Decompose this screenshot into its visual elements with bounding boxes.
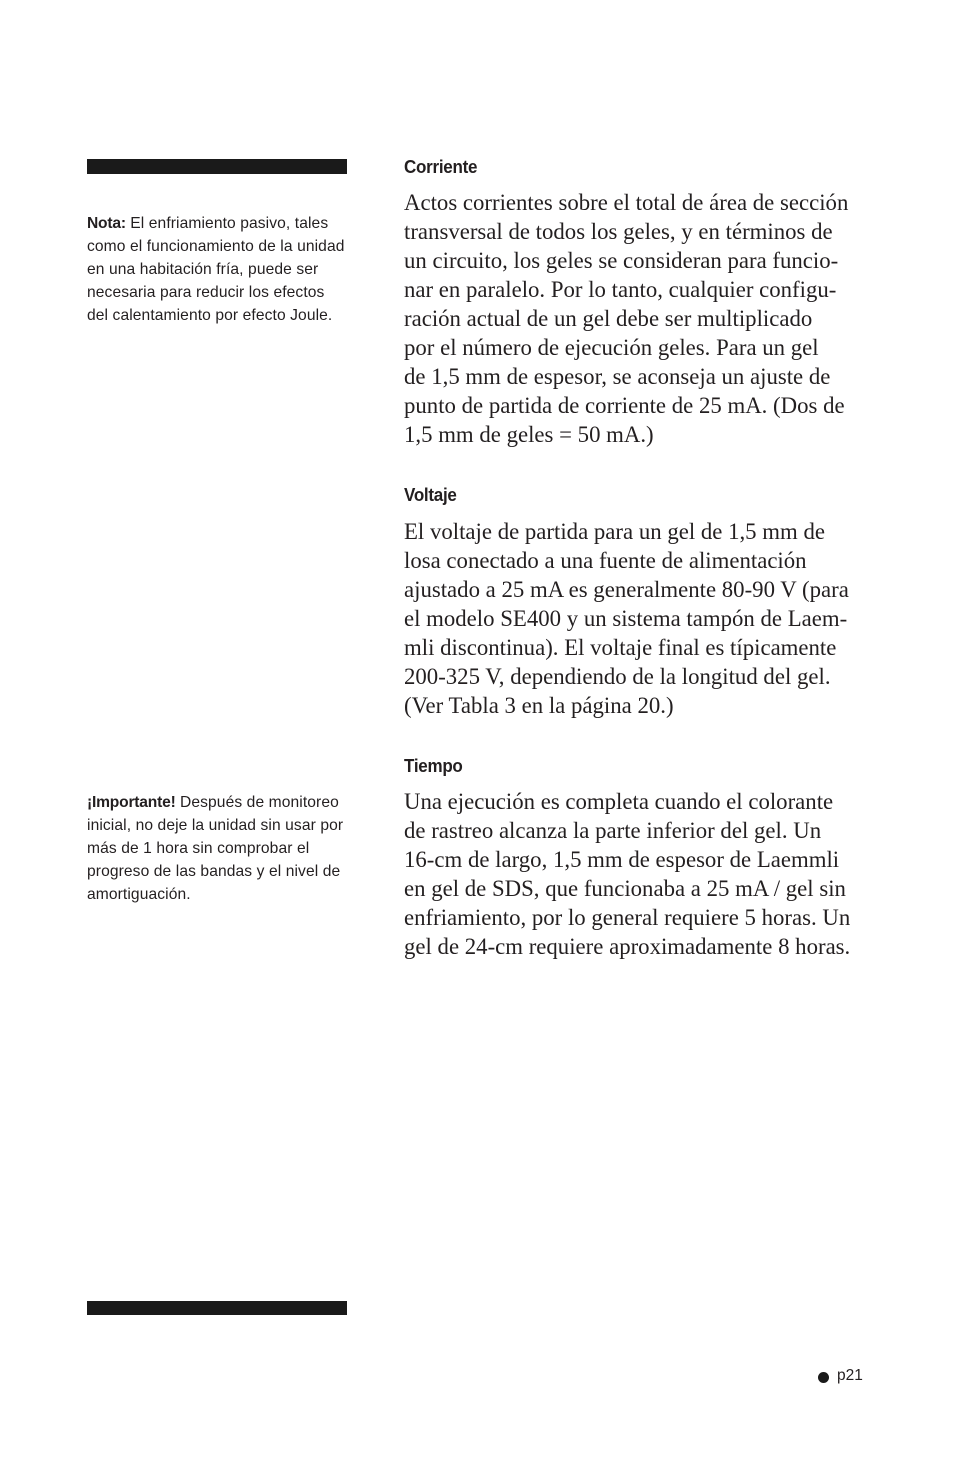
paragraph-voltaje: El voltaje de partida para un gel de 1,5 mm de losa conectado a una fuente de alimentación ajustado a 25 mA es generalmente 80-90 V (para el modelo SE400 y un sistema tampón de Laem- mli discontinua). El voltaje final es típicamente 200-325 V, dependiendo de la longitud del gel. (Ver Tabla 3 en la página 20.) — [404, 519, 849, 718]
sidenote-nota — [87, 212, 349, 327]
paragraph-tiempo: Una ejecución es completa cuando el colorante de rastreo alcanza la parte inferior del gel. Un 16-cm de largo, 1,5 mm de espesor de Laemmli en gel de SDS, que funcionaba a 25 mA / gel sin enfriamiento, por lo general requiere 5 horas. Un gel de 24-cm requiere aproximadamente 8 horas. — [404, 789, 851, 959]
sidenote-nota-label: Nota: — [87, 215, 126, 232]
bullet-icon — [818, 1372, 829, 1383]
page-footer — [818, 1365, 863, 1387]
sidenote-nota-text: El enfriamiento pasivo, tales como el funcionamiento de la unidad en una habitación fría, puede ser necesaria para reducir los efectos del calentamiento por efecto Joule. — [87, 215, 345, 325]
page-number: p21 — [837, 1367, 863, 1384]
heading-voltaje: Voltaje — [404, 484, 457, 505]
sidenote-importante — [87, 791, 349, 906]
heading-corriente: Corriente — [404, 156, 478, 177]
bottom-rule — [87, 1301, 347, 1315]
sidenote-importante-label: ¡Importante! — [87, 794, 176, 811]
heading-tiempo: Tiempo — [404, 755, 463, 776]
paragraph-corriente: Actos corrientes sobre el total de área de sección transversal de todos los geles, y en términos de un circuito, los geles se consideran para funcio- nar en paralelo. Por lo tanto, cualquier configu- ración actual de un gel debe ser multiplicado por el número de ejecución geles. Para un gel de 1,5 mm de espesor, se aconseja un ajuste de punto de partida de corriente de 25 mA. (Dos de 1,5 mm de geles = 50 mA.) — [404, 190, 849, 447]
top-rule — [87, 159, 347, 174]
sidenote-importante-text: Después de monitoreo inicial, no deje la unidad sin usar por más de 1 hora sin comprobar el progreso de las bandas y el nivel de amortiguación. — [87, 794, 344, 904]
